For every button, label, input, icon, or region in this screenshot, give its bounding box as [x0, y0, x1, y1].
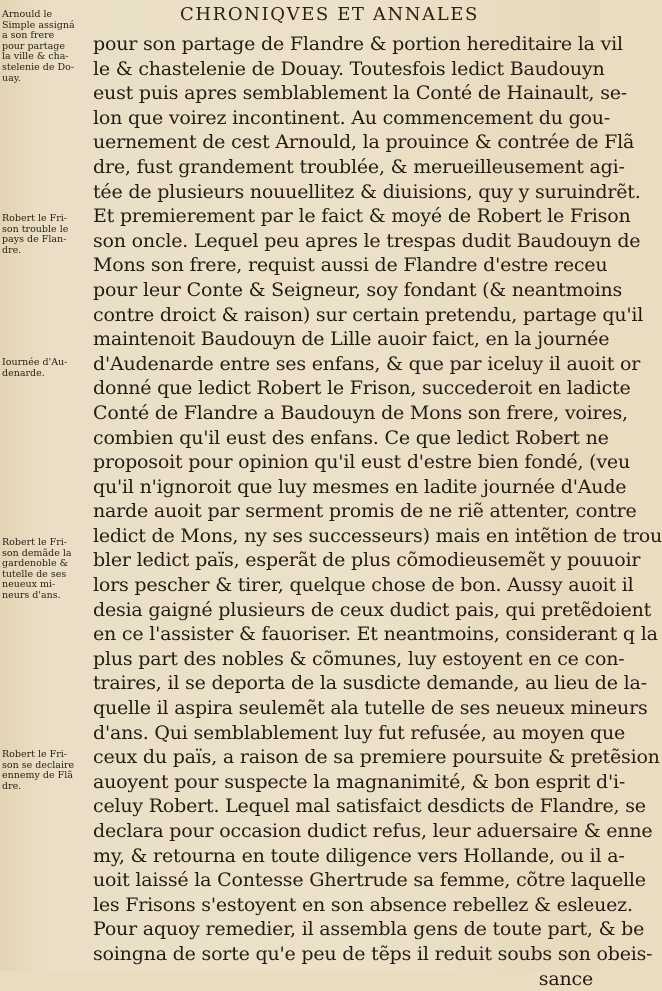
- text-line: d'Audenarde entre ses enfans, & que par iceluy il auoit or: [93, 352, 641, 375]
- margin-note: [2, 214, 94, 256]
- text-line: celuy Robert. Lequel mal satisfaict desdicts de Flandre, se: [93, 795, 646, 818]
- margin-note-line: Robert le Fri-: [2, 537, 68, 548]
- text-line: Et premierement par le faict & moyé de Robert le Frison: [93, 205, 631, 228]
- text-line: pour leur Conte & Seigneur, soy fondant (& neantmoins: [93, 278, 623, 301]
- margin-note-line: dre.: [2, 244, 22, 256]
- text-line: combien qu'il eust des enfans. Ce que ledict Robert ne: [93, 426, 609, 449]
- margin-note-line: Arnould le: [2, 9, 53, 20]
- text-line: d'ans. Qui semblablement luy fut refusée, au moyen que: [93, 721, 626, 744]
- text-line: bler ledict païs, esperãt de plus cõmodieusemẽt y pouuoir: [93, 549, 641, 572]
- text-line: ceux du païs, a raison de sa premiere poursuite & pretẽsion: [93, 746, 660, 769]
- text-line: Conté de Flandre a Baudouyn de Mons son frere, voires,: [93, 401, 628, 424]
- text-line: tée de plusieurs nouuellitez & diuisions, quy y suruindrẽt.: [93, 180, 641, 203]
- margin-note: [2, 538, 94, 602]
- margin-note-line: gardenoble &: [2, 558, 69, 570]
- text-line: lors pescher & tirer, quelque chose de bon. Aussy auoit il: [93, 574, 634, 597]
- text-line: le & chastelenie de Douay. Toutesfois ledict Baudouyn: [93, 57, 605, 80]
- text-line: contre droict & raison) sur certain pretendu, partage qu'il: [93, 303, 644, 326]
- text-line: les Frisons s'estoyent en son absence rebellez & esleuez.: [93, 893, 633, 916]
- margin-note-line: dre.: [2, 780, 22, 792]
- text-line: pour son partage de Flandre & portion hereditaire la vil: [93, 33, 623, 55]
- margin-note-line: son demãde la: [2, 547, 72, 559]
- text-line: donné que ledict Robert le Frison, succederoit en ladicte: [93, 377, 631, 400]
- text-line: auoyent pour suspecte la magnanimité, & bon esprit d'i-: [93, 770, 626, 793]
- text-line: soingna de sorte qu'e peu de tẽps il reduit soubs son obeis-: [93, 942, 653, 965]
- text-line: lon que voirez incontinent. Au commencement du gou-: [93, 106, 611, 129]
- text-line: desia gaigné plusieurs de ceux dudict pais, qui pretẽdoient: [93, 598, 652, 621]
- margin-note-line: stelenie de Do-: [2, 61, 75, 73]
- margin-note-line: ennemy de Flã: [2, 770, 73, 782]
- margin-note: [2, 358, 94, 379]
- margin-note-line: Iournée d'Au-: [2, 357, 68, 368]
- text-line: plus part des nobles & cõmunes, luy estoyent en ce con-: [93, 647, 625, 670]
- margin-note-line: son trouble le: [2, 223, 69, 235]
- text-line: qu'il n'ignoroit que luy mesmes en ladite journée d'Aude: [93, 475, 627, 498]
- margin-note-line: denarde.: [2, 367, 45, 379]
- text-line: Mons son frere, requist aussi de Flandre d'estre receu: [93, 254, 608, 277]
- text-line: declara pour occasion dudict refus, leur aduersaire & enne: [93, 820, 653, 842]
- text-line: en ce l'assister & fauoriser. Et neantmoins, considerant q la: [93, 623, 658, 646]
- margin-note-line: pour partage: [2, 40, 65, 52]
- margin-note-line: tutelle de ses: [2, 568, 67, 580]
- margin-note-line: neurs d'ans.: [2, 589, 61, 601]
- text-line: my, & retourna en toute diligence vers Hollande, ou il a-: [93, 844, 625, 867]
- text-line: quelle il aspira seulemẽt ala tutelle de ses neueux mineurs: [93, 697, 648, 720]
- catchword: sance: [538, 967, 593, 990]
- text-line: ledict de Mons, ny ses successeurs) mais en intẽtion de trou: [93, 524, 662, 547]
- margin-note-line: neueux mi-: [2, 579, 56, 591]
- margin-note: [2, 10, 94, 84]
- margin-note-line: Robert le Fri-: [2, 749, 68, 760]
- margin-note-line: Robert le Fri-: [2, 213, 68, 224]
- text-line: narde auoit par serment promis de ne riẽ attenter, contre: [93, 500, 637, 523]
- text-line: uoit laissé la Contesse Ghertrude sa femme, cõtre laquelle: [93, 869, 646, 892]
- text-line: uernement de cest Arnould, la prouince & contrée de Flã: [93, 131, 635, 154]
- margin-note: [2, 750, 94, 792]
- margin-note-line: Simple assigná: [2, 19, 75, 31]
- running-title: CHRONIQVES ET ANNALES: [180, 4, 479, 25]
- text-line: Pour aquoy remedier, il assembla gens de toute part, & be: [93, 918, 645, 941]
- text-line: proposoit pour opinion qu'il eust d'estre bien fondé, (veu: [93, 451, 630, 474]
- margin-note-line: son se declaire: [2, 759, 75, 771]
- text-line: eust puis apres semblablement la Conté de Hainault, se-: [93, 82, 628, 105]
- text-line: maintenoit Baudouyn de Lille auoir faict, en la journée: [93, 328, 610, 351]
- text-line: traires, il se deporta de la susdicte demande, au lieu de la-: [93, 672, 647, 695]
- margin-note-line: a son frere: [2, 30, 55, 42]
- margin-note-line: la ville & cha-: [2, 51, 69, 63]
- text-line: son oncle. Lequel peu apres le trespas dudit Baudouyn de: [93, 229, 641, 252]
- main-text-block: [93, 32, 662, 991]
- margin-note-line: pays de Flan-: [2, 234, 67, 246]
- margin-note-line: uay.: [2, 72, 21, 84]
- text-line: dre, fust grandement troublée, & merueilleusement agi-: [93, 155, 625, 178]
